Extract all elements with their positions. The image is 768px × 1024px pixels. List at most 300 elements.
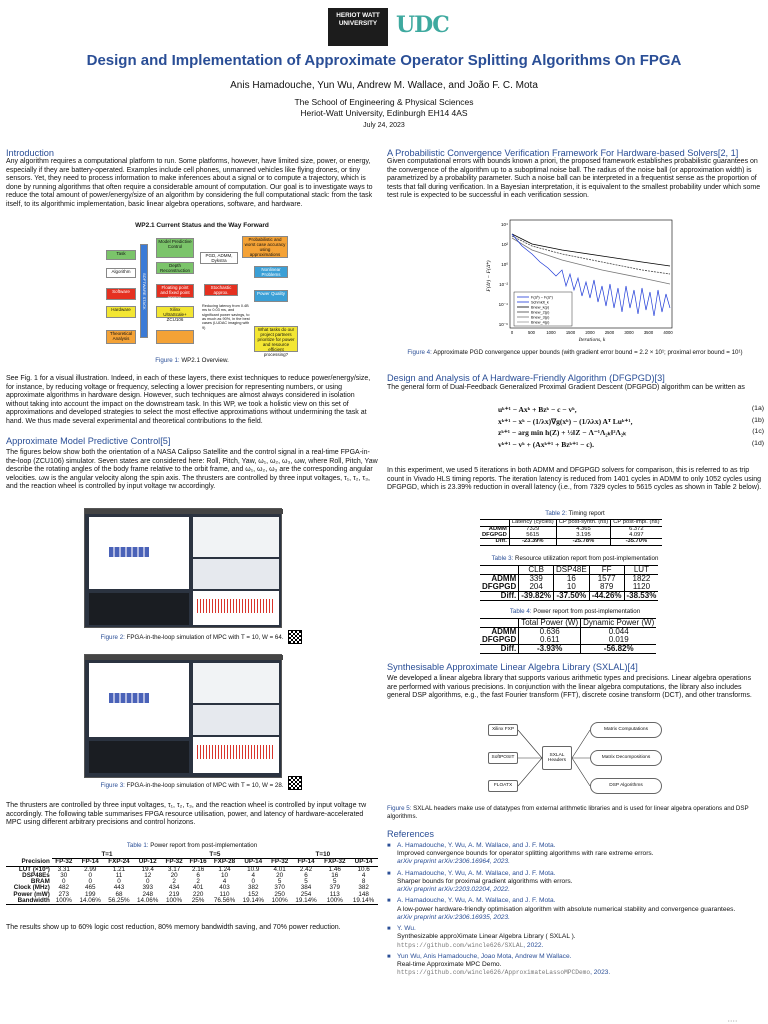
- equation-number: (1d): [751, 439, 764, 447]
- connector: [572, 758, 590, 786]
- row-label: ADMM: [491, 574, 517, 583]
- row-label: BRAM: [30, 878, 50, 886]
- row-label: Bandwidth: [17, 897, 50, 905]
- table-header-cell: CLB: [519, 566, 554, 575]
- nonlinear-box: Nonlinear Problems: [254, 266, 288, 278]
- table-cell: 443: [113, 884, 125, 892]
- y-axis-label: F(Δᵏ) − F(Δ*): [486, 260, 492, 292]
- fig2-caption: [0, 634, 384, 642]
- equation-1d: [498, 439, 764, 451]
- table-header-cell: UP-12: [138, 858, 157, 866]
- row-label: Clock (MHz): [13, 884, 50, 892]
- table-cell: -38.53%: [624, 592, 658, 601]
- fig3-caption: [0, 782, 384, 790]
- reference-title: Real-time Approximate MPC Demo.: [397, 961, 502, 969]
- pgd-box: PGD, ADMM, Dykstra: [200, 252, 238, 264]
- x-tick-label: 3500: [643, 330, 654, 335]
- legend-entry: Bnew_3(p): [531, 315, 550, 320]
- table-header-cell: FXP-24: [108, 858, 130, 866]
- fig2-label: Figure 2:: [100, 634, 125, 641]
- reference-authors[interactable]: A. Hamadouche, Y. Wu, A. M. Wallace, and J. F. Mota.: [397, 897, 556, 905]
- table-cell: -37.50%: [554, 592, 590, 601]
- stochastic-box: Stochastic approx.: [204, 284, 238, 296]
- reference-url[interactable]: https://github.com/wincle626/ApproximateLassoMPCDemo: [397, 969, 591, 977]
- table-cell: 2: [172, 878, 176, 886]
- table-cell: 2.99: [84, 865, 97, 873]
- software-stack-bar: [140, 244, 148, 338]
- table-cell: 273: [58, 890, 70, 898]
- reference-url-line: [397, 942, 763, 950]
- table-cell: 25%: [191, 897, 205, 905]
- table-cell: 10.6: [357, 865, 370, 873]
- connector: [518, 758, 542, 786]
- table-cell: 0.044: [581, 628, 657, 637]
- table-cell: 0: [88, 878, 92, 886]
- udc-logo: [396, 12, 449, 46]
- table1-label: Table 1:: [126, 842, 149, 849]
- table1-power-report: [6, 852, 378, 905]
- fig5-caption-text: SXLAL headers make use of datatypes from external arithmetic libraries and is used for linear algebra operations and DSP algorithms.: [387, 805, 749, 820]
- table-cell: 12: [144, 871, 152, 879]
- reference-title: Improved convergence bounds for operator splitting algorithms with rare extreme errors.: [397, 850, 654, 858]
- fig2-caption-text: FPGA-in-the-loop simulation of MPC with T = 10, W = 64.: [126, 634, 284, 641]
- table-cell: 1120: [624, 583, 658, 592]
- table-cell: 5: [304, 878, 308, 886]
- table-cell: 1.21: [112, 865, 126, 873]
- table-cell: 7329: [509, 526, 556, 532]
- table-cell: -56.82%: [581, 645, 657, 654]
- plot-panel-2: [193, 559, 279, 589]
- table-header-cell: LUT: [624, 566, 658, 575]
- table-header-cell: FP-14: [81, 858, 99, 866]
- equation-1c: [498, 427, 764, 439]
- results-note: Reducing latency from 0.4B ms to 0.03 ms, and significant power savings, to as much as 90%, in the best cases (LUDAC imaging with 9): [202, 304, 250, 330]
- reference-title: A low-power hardware-friendly optimisation algorithm with absolute numerical stability and convergence guarantees.: [397, 905, 736, 913]
- table2-timing: [480, 519, 662, 546]
- legend-entry: Bnew_k(p): [531, 305, 550, 310]
- algorithm-box: Algorithm: [106, 268, 136, 278]
- table-cell: 110: [219, 890, 230, 898]
- fpga-sim-screenshot-1: [84, 508, 282, 628]
- sxlal-body: We developed a linear algebra library that supports various arithmetic types and precisions. Linear algebra operations are performed with various precisions. In conjunction with the linear algebra computations, the library also includes general DSP algorithms, e.g., the fast Fourier transform (FFT), discrete cosine transform (DCT), and other transforms.: [387, 675, 752, 700]
- mpc-body: The figures below show both the orientation of a NASA Calipso Satellite and the control signal in a real-time FPGA-in-the-loop (ZCU106) simulator. Seven states are considered here: Roll, Pitch, Yaw, ω₁, ω₂, ω₃, ωw, where Roll, Pitch, Yaw describe the rotating angles of the body frame relative to the orbit frame, and ω₁, ω₂, ω₃ are the corresponding angular velocities. ωw is the angular velocity along the spin axis. The thrusters are controlled by three input voltages, τ₁, τ₂, τ₃, and the reaction wheel is controlled by input voltage τw accordingly.: [6, 449, 378, 491]
- udc-logo-text: UDC: [396, 12, 449, 38]
- theoretical-box: Theoretical Analysis: [106, 330, 136, 344]
- y-tick-label: 10⁴: [501, 222, 508, 227]
- table-cell: 4.365: [556, 526, 611, 532]
- table-cell: 8: [361, 878, 366, 886]
- table-header-cell: DSP48E: [554, 566, 590, 575]
- x-tick-label: 0: [510, 330, 514, 335]
- connector: [518, 730, 542, 758]
- table-cell: 248: [142, 890, 153, 898]
- table3-label: Table 3:: [491, 555, 514, 562]
- fig3-label: Figure 3:: [100, 782, 125, 789]
- satellite-view: [89, 663, 189, 737]
- depth-box: Depth Reconstruction: [156, 262, 194, 274]
- table-cell: 3.17: [167, 865, 181, 873]
- table-header-cell: CP post-synth. (ns): [556, 520, 611, 527]
- table4-label: Table 4:: [509, 608, 532, 615]
- poster-title: Design and Implementation of Approximate Operator Splitting Algorithms On FPGA: [86, 52, 682, 69]
- references-heading: References: [387, 829, 434, 839]
- table-cell: 250: [274, 890, 285, 898]
- reference-link[interactable]: arXiv preprint arXiv:2306.16964, 2023.: [397, 858, 510, 866]
- equation-1b: [498, 416, 764, 428]
- prob-heading: A Probabilistic Convergence Verification Framework For Hardware-based Solvers[2, 1]: [387, 148, 739, 158]
- table-cell: 5: [333, 878, 337, 886]
- xilinx-fxp-node: Xilinx FXP: [488, 724, 518, 736]
- table-cell: 100%: [326, 897, 343, 905]
- table-cell: -39.82%: [519, 592, 554, 601]
- table-cell: 1.46: [328, 865, 341, 873]
- reference-authors[interactable]: Yun Wu, Anis Hamadouche, Joao Mota, Andrew M Wallace.: [397, 952, 572, 960]
- sxlal-heading: Synthesisable Approximate Linear Algebra Library (SXLAL)[4]: [387, 662, 638, 672]
- x-tick-label: 4000: [663, 330, 673, 335]
- table-cell: 6: [196, 871, 200, 879]
- legend-entry: Bnew_4(p): [531, 320, 550, 325]
- reference-authors[interactable]: A. Hamadouche, Y. Wu, A. M. Wallace, and J. F. Mota.: [397, 869, 556, 877]
- table-header-cell: FP-32: [55, 858, 73, 866]
- table-header-cell: Precision: [21, 858, 50, 866]
- reference-item: [387, 897, 763, 922]
- fig1-caption-text: WP2.1 Overview.: [181, 357, 229, 364]
- x-tick-label: 500: [528, 330, 535, 335]
- mpc-box: Model Predictive Control: [156, 238, 194, 258]
- table-row: [480, 539, 662, 546]
- precision-box: Floating point and fixed point approx.: [156, 284, 194, 298]
- table-cell: 199: [84, 890, 96, 898]
- what-next-box: What tasks do our project partners prioritize for power and resource efficient processing?: [254, 326, 298, 352]
- table-cell: 100%: [166, 897, 183, 905]
- table-cell: 3.195: [556, 533, 611, 539]
- softposit-node: SoftPOSIT: [488, 752, 518, 764]
- x-tick-label: 2500: [604, 330, 615, 335]
- x-tick-label: 3000: [624, 330, 634, 335]
- affiliation-line-2: Heriot-Watt University, Edinburgh EH14 4AS: [300, 108, 468, 118]
- group-header: T=1: [52, 852, 162, 859]
- reference-year: , 2022.: [523, 941, 544, 949]
- table-cell: 19.4: [141, 865, 154, 873]
- x-axis-label: Iterations, k: [578, 337, 606, 343]
- dfgpgd-heading: Design and Analysis of A Hardware-Friendly Algorithm (DFGPGD)[3]: [387, 373, 665, 383]
- fig4-caption-text: Approximate PGD convergence upper bounds (with gradient error bound = 2.2 × 10¹; proximal error bound = 10¹): [433, 349, 743, 356]
- prob-body: Given computational errors with bounds known a priori, the proposed framework establishes probabilistic guarantees on the convergence of the algorithm up to a suboptimal noise ball. The radius of the noise ball (or approximation width) is parametrized by a probability parameter. Such a noise ball can be interpreted in a frequentist sense as the proportion of tests that fall during verification. In a Bayesian interpretation, it is equivalent to the smallest probability under which some test rule is expected to be successful in each verification session.: [387, 158, 761, 200]
- table-cell: 465: [84, 884, 96, 892]
- y-tick-label: 10⁻⁴: [498, 302, 508, 307]
- intro-heading: Introduction: [6, 148, 55, 158]
- y-tick-label: 10⁻²: [499, 282, 508, 287]
- row-label: DFGPGD: [482, 531, 507, 538]
- reference-bullet-icon: ■: [387, 926, 391, 933]
- equation-text: vᵏ⁺¹ − vᵏ + (Axᵏ⁺¹ + Bzᵏ⁺¹ − c).: [498, 439, 595, 449]
- matrix-computations-node: Matrix Computations: [590, 722, 662, 738]
- y-tick-label: 10⁰: [501, 262, 508, 267]
- table-cell: 11: [115, 871, 123, 879]
- equation-1a: [498, 404, 764, 416]
- table-cell: 434: [168, 884, 180, 892]
- table-cell: 19.14%: [352, 897, 375, 905]
- reference-bullet-icon: ■: [387, 898, 391, 905]
- task-box: Task: [106, 250, 136, 260]
- theoretical-result-box: [156, 330, 194, 344]
- connector: [572, 730, 590, 758]
- table-cell: 384: [300, 884, 312, 892]
- table-header-cell: Latency (cycles): [509, 520, 556, 527]
- table-cell: 219: [168, 890, 180, 898]
- table-cell: 0.611: [519, 636, 581, 645]
- table-cell: 0.019: [581, 636, 657, 645]
- wp-body: See Fig. 1 for a visual illustration. Indeed, in each of these layers, there exist techniques to reduce power/energy/size, for instance, by reducing voltage or frequency, selecting a lower precision for representing numbers, or using approximate algorithms in hardware design. However, such techniques are almost always considered in isolation without taking into account the impact on the downstream task. In this WP, we took a holistic view on this set of approximations and developed strategies to select the most effective approximations without undermining the task at hand. We thus made several experimental and theoretical contributions to the field.: [6, 375, 371, 426]
- reference-authors[interactable]: Y. Wu.: [397, 925, 416, 933]
- table-cell: 0: [88, 871, 92, 879]
- table-cell: 379: [329, 884, 341, 892]
- table-cell: 4.01: [273, 865, 286, 873]
- reference-url[interactable]: https://github.com/wincle626/SXLAL: [397, 941, 524, 949]
- equation-text: zᵏ⁺¹ − arg min h(Z) + ½‖Z − Λ⁻¹Λ₂ₖ‖²Λ₂ₖ: [498, 428, 627, 438]
- table-cell: 482: [58, 884, 70, 892]
- table-cell: 220: [192, 890, 204, 898]
- reference-item: [387, 925, 763, 950]
- equation-text: xᵏ⁺¹ − xᵏ − (1/λx)∇g(xᵏ) − (1/λλx) Aᵀ Luᵏ⁺¹,: [498, 416, 633, 426]
- wp-overview-diagram: [104, 222, 300, 357]
- table-cell: 370: [274, 884, 285, 892]
- plot-panel-2: [193, 705, 279, 735]
- table-cell: 14.06%: [137, 897, 159, 905]
- y-ticks: [499, 222, 509, 327]
- plot-panel-1: [193, 663, 279, 703]
- software-box: Software: [106, 288, 136, 300]
- legend-entry: Schmidt_k: [531, 300, 549, 305]
- group-header: T=5: [162, 852, 268, 859]
- dsp-algorithms-node: DSP Algorithms: [590, 778, 662, 794]
- table3-caption: [387, 555, 763, 563]
- group-header: T=10: [268, 852, 378, 859]
- reference-authors[interactable]: A. Hamadouche, Y. Wu, A. M. Wallace, and J. F. Mota.: [397, 842, 556, 849]
- table-cell: 56.25%: [108, 897, 130, 905]
- fig1-caption: [0, 357, 384, 365]
- plot-panel-3: [193, 737, 279, 773]
- table-cell: 4: [251, 871, 256, 879]
- table4-caption-text: Power report from post-implementation: [533, 608, 641, 615]
- table-cell: 2.16: [191, 865, 205, 873]
- table-header-cell: FXP-32: [324, 858, 346, 866]
- row-label: DSP48Es: [22, 871, 50, 879]
- table3-caption-text: Resource utilization report from post-implementation: [515, 555, 659, 562]
- references-list: [387, 842, 763, 981]
- table-cell: -3.93%: [519, 645, 581, 654]
- table-cell: 148: [358, 890, 369, 898]
- affiliation-line-1: The School of Engineering & Physical Sciences: [294, 97, 474, 107]
- reference-title: Sharper bounds for proximal gradient algorithms with errors.: [397, 877, 573, 885]
- equation-number: (1a): [751, 405, 764, 412]
- fig1-label: Figure 1:: [155, 357, 180, 364]
- dfgpgd-results: In this experiment, we used 5 iterations in both ADMM and DFGPGD solvers for comparison, this is referred to as trip count in Vivado HLS timing reports. The iteration latency is reduced from 1401 cycles in ADMM to only 1052 cycles using DFGPGD, which is 23.39% reduction in overall latency (i.e., from 7329 cycles to 5615 cycles as shown in Table 2 below).: [387, 467, 762, 492]
- authors: Anis Hamadouche, Yun Wu, Andrew M. Wallace, and João F. C. Mota: [230, 80, 538, 91]
- sxlal-headers-node: SXLAL Headers: [542, 746, 572, 770]
- table-cell: 403: [219, 884, 230, 892]
- table2-caption-text: Timing report: [568, 510, 605, 517]
- software-stack-label: SOFTWARE STACK: [142, 272, 147, 310]
- table-cell: 2: [196, 878, 200, 886]
- table-cell: 4: [222, 878, 227, 886]
- table-cell: 6: [304, 871, 308, 879]
- table1-summary: The results show up to 60% logic cost reduction, 80% memory bandwidth saving, and 70% power reduction.: [6, 924, 341, 931]
- slide-nav-dots[interactable]: • • • •: [728, 1018, 737, 1023]
- table-cell: 20: [170, 871, 178, 879]
- table-cell: 0: [251, 878, 256, 886]
- equation-number: (1b): [751, 416, 764, 424]
- table-cell: 0: [62, 878, 66, 886]
- table-cell: 4.097: [611, 533, 662, 539]
- table-cell: 16: [554, 575, 590, 584]
- x-tick-label: 2000: [585, 330, 595, 335]
- legend-entry: Bnew_2(p): [531, 310, 550, 315]
- x-ticks: [511, 330, 673, 335]
- table-header-cell: Dynamic Power (W): [581, 619, 657, 628]
- reference-year: , 2023.: [590, 969, 611, 977]
- signal-trace: [197, 599, 275, 613]
- equation-number: (1c): [752, 428, 764, 436]
- table-cell: 1822: [624, 575, 658, 584]
- satellite-view: [89, 517, 189, 589]
- table-cell: 339: [519, 575, 554, 584]
- reference-link[interactable]: arXiv preprint arXiv:2203.02204, 2022.: [397, 886, 510, 894]
- thrusters-body: The thrusters are controlled by three input voltages, τ₁, τ₂, τ₃, and the reaction wheel is controlled by input voltage τw accordingly. The following table summarises FPGA resource utilisation, power, and latency of hardware-accelerated MPC using different arbitrary precisions and control horizons.: [6, 802, 367, 827]
- table-cell: 254: [300, 890, 312, 898]
- table-cell: -35.70%: [611, 539, 662, 546]
- table-cell: 30: [60, 871, 68, 879]
- sxlal-diagram: [486, 718, 666, 798]
- table-cell: 4: [361, 871, 366, 879]
- poster-date: July 24, 2023: [363, 122, 405, 129]
- table-cell: 10.9: [247, 865, 260, 873]
- table-cell: -44.26%: [589, 592, 624, 601]
- table-cell: 204: [519, 583, 554, 592]
- table1-body: [6, 866, 378, 905]
- table4-caption: [387, 608, 763, 616]
- table-cell: 2.42: [299, 865, 313, 873]
- convergence-plot-svg: [482, 216, 678, 344]
- table-row: [480, 645, 656, 654]
- table-cell: 113: [329, 890, 340, 898]
- reference-item: [387, 953, 763, 978]
- fig5-caption: [387, 805, 763, 821]
- y-tick-label: 10²: [501, 242, 508, 247]
- table-header-cell: FP-16: [189, 858, 207, 866]
- table-cell: -23.39%: [509, 539, 556, 546]
- table-cell: 1577: [589, 575, 624, 584]
- terminal-panel: [89, 741, 189, 773]
- table-row: [480, 592, 658, 601]
- row-label: DFGPGD: [482, 635, 517, 644]
- row-label: ADMM: [491, 627, 517, 636]
- table-cell: 5: [277, 878, 282, 886]
- table-cell: 0: [117, 878, 121, 886]
- table3-resources: [480, 565, 658, 601]
- table-header-cell: CP post-impl. (ns): [611, 520, 662, 527]
- row-label: DFGPGD: [482, 582, 517, 591]
- table-cell: 100%: [55, 897, 72, 905]
- x-tick-label: 1000: [546, 330, 556, 335]
- table-cell: 401: [192, 884, 204, 892]
- plot-panel-3: [193, 591, 279, 625]
- table-cell: 19.14%: [242, 897, 264, 905]
- convergence-plot: [482, 216, 678, 344]
- table-cell: -25.78%: [556, 539, 611, 546]
- table-cell: 382: [248, 884, 259, 892]
- table-cell: 14.06%: [79, 897, 101, 905]
- table-header-cell: FF: [589, 566, 624, 575]
- table-cell: 19.14%: [295, 897, 317, 905]
- fig4-caption: [387, 349, 763, 357]
- reference-title: Synthesizable approXimate Linear Algebra Library ( SXLAL ).: [397, 933, 576, 941]
- table-header-cell: FP-32: [165, 858, 183, 866]
- reference-url-line: [397, 969, 763, 977]
- table-header-cell: FP-32: [271, 858, 289, 866]
- intro-body: Any algorithm requires a computational platform to run. Some platforms, however, have limited size, power, or energy, especially if they are battery-operated. Examples include cell phones, unmanned vehicles like flying drones, or tiny sensors. Yet, they need to process information to make inferences about a signal or to compute a trajectory, which is done by running algorithms that often require a considerable amount of computation. Our goal is to investigate ways to reduce the total amount of power/energy/size of an algorithm by considering the full computational stack: from the task itself, to its algorithmic implementation, basic linear algebra operations, software, and hardware.: [6, 158, 373, 209]
- equations: [498, 404, 764, 451]
- row-label: LUT (×10³): [18, 865, 50, 873]
- table-cell: 68: [115, 890, 123, 898]
- table-row: [6, 898, 378, 905]
- table-cell: 10: [554, 583, 590, 592]
- table1-caption-text: Power report from post-implementation: [150, 842, 258, 849]
- table-cell: 0: [145, 878, 150, 886]
- probabilistic-box: Probabilistic and worst case accuracy using approximations: [242, 236, 288, 258]
- legend-entry: F(Δᵏ) − F(Δ*): [531, 295, 553, 300]
- row-label: ADMM: [488, 525, 507, 532]
- table-cell: 0.636: [519, 628, 581, 637]
- row-label: Diff.: [480, 539, 509, 546]
- table-header-cell: UP-14: [354, 858, 373, 866]
- row-label: Power (mW): [13, 890, 50, 898]
- university-logo-text: HERIOT WATT UNIVERSITY: [336, 12, 380, 27]
- row-label: Diff.: [480, 592, 519, 601]
- heriot-watt-logo: [328, 8, 388, 46]
- reference-item: [387, 842, 763, 867]
- table-cell: 5615: [509, 533, 556, 539]
- fig5-label: Figure 5:: [387, 805, 412, 812]
- sim-menu-bar: [85, 655, 283, 660]
- satellite-icon: [109, 547, 149, 557]
- table-header-cell: UP-14: [244, 858, 263, 866]
- table-cell: 100%: [271, 897, 288, 905]
- reference-bullet-icon: ■: [387, 953, 391, 960]
- power-quality-box: Power Quality: [254, 290, 288, 302]
- y-tick-label: 10⁻⁶: [498, 322, 508, 327]
- table-cell: 20: [276, 871, 284, 879]
- table1-header-row: [6, 859, 378, 866]
- reference-item: [387, 870, 763, 895]
- sim-menu-bar: [85, 509, 283, 514]
- floatx-node: FLOATX: [488, 780, 518, 792]
- table-header-cell: FXP-28: [213, 858, 236, 866]
- table-cell: 10: [220, 871, 228, 879]
- table1-caption: [0, 842, 384, 850]
- table4-power: [480, 618, 656, 654]
- table-cell: 3.31: [57, 865, 70, 873]
- fpga-sim-screenshot-2: [84, 654, 282, 778]
- table-cell: 1.24: [218, 865, 231, 873]
- reference-bullet-icon: ■: [387, 870, 391, 877]
- diagram-title: WP2.1 Current Status and the Way Forward: [135, 222, 269, 229]
- matrix-decompositions-node: Matrix Decompositions: [590, 750, 662, 766]
- reference-link[interactable]: arXiv preprint arXiv:2306.16935, 2023.: [397, 913, 510, 921]
- satellite-icon: [109, 693, 149, 703]
- table-header-cell: Total Power (W): [519, 619, 581, 628]
- equation-text: uᵏ⁺¹ − Axᵏ + Bzᵏ − c − vᵏ,: [498, 405, 577, 414]
